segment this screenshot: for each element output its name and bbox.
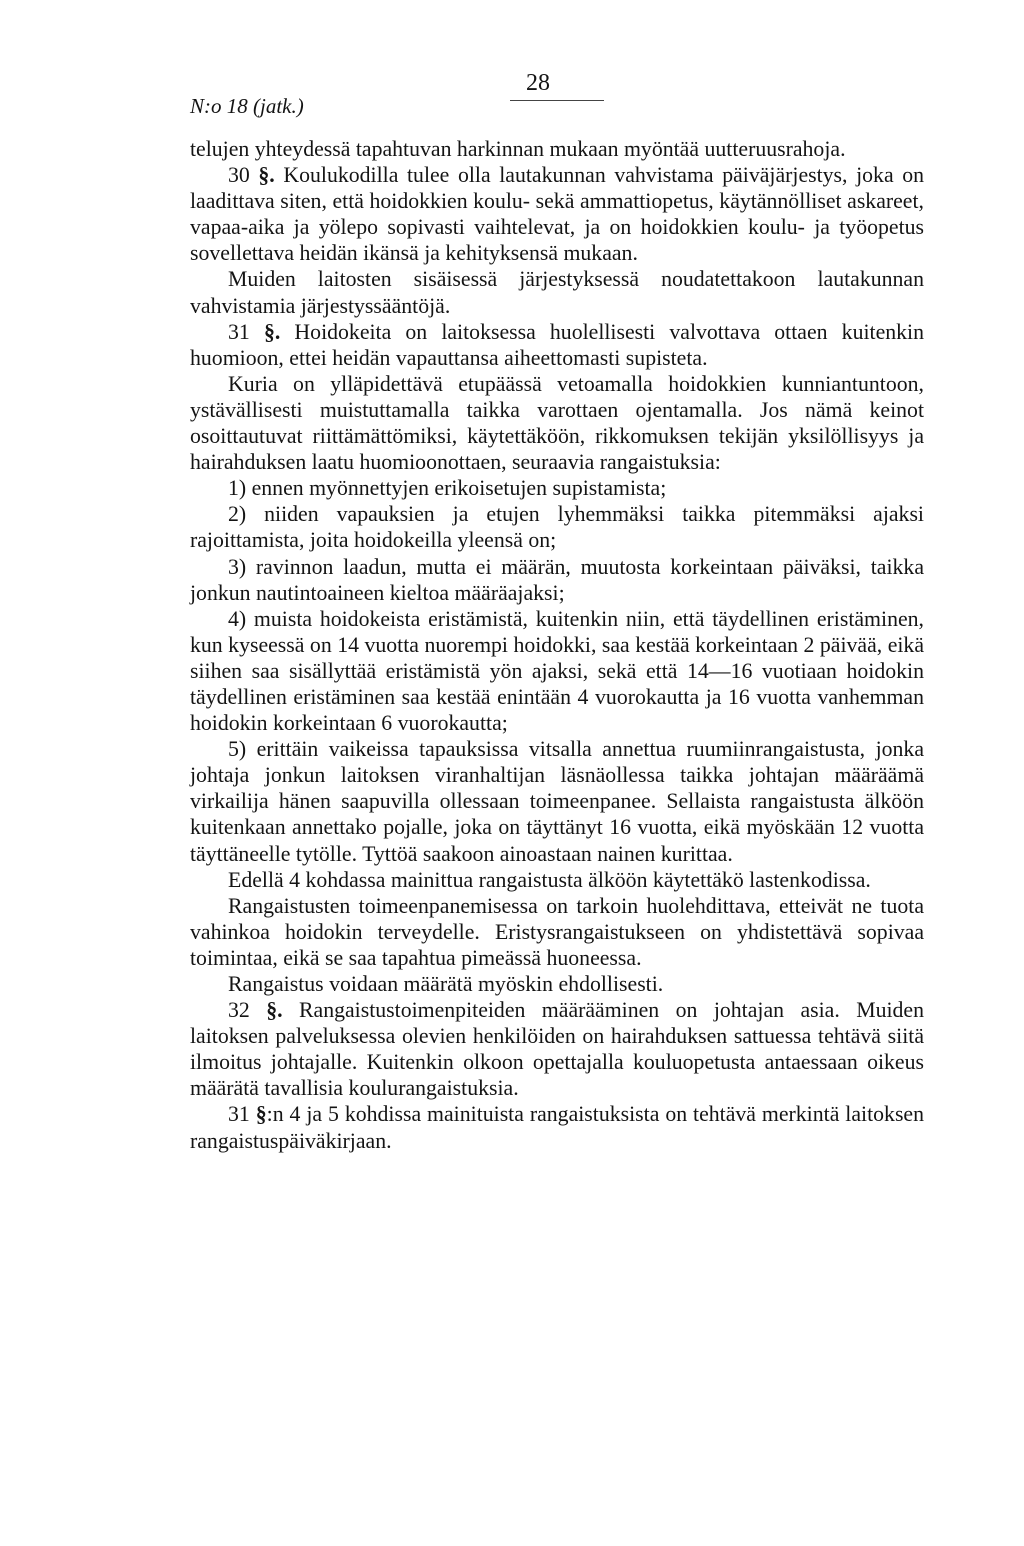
paragraph-text: Rangaistusten toimeenpanemisessa on tarkoin huolehdittava, etteivät ne tuota vahinkoa hoidokin terveydelle. Eristysrangaistukseen on yhdistettävä sopivaa toimintaa, eikä se saa tapahtua pimeässä huoneessa. bbox=[190, 893, 924, 970]
paragraph bbox=[190, 893, 924, 971]
list-item-5 bbox=[190, 736, 924, 866]
section-number: 32 bbox=[228, 998, 250, 1023]
list-item-text: 3) ravinnon laadun, mutta ei määrän, muutosta korkeintaan päiväksi, taikka jonkun nautintoaineen kieltoa määräajaksi; bbox=[190, 554, 924, 605]
section-mark: §. bbox=[263, 319, 281, 344]
paragraph-text: Koulukodilla tulee olla lautakunnan vahvistama päiväjärjestys, joka on laadittava siten, että hoidokkien koulu- sekä ammattiopetus, käytännölliset askareet, vapaa-aika ja yölepo sopivasti vaihtelevat, ja on hoidokkien koulu- ja työopetus sovellettava heidän ikänsä ja kehityksensä mukaan. bbox=[190, 163, 925, 266]
section-mark: §. bbox=[258, 163, 275, 188]
paragraph-text: Rangaistus voidaan määrätä myöskin ehdollisesti. bbox=[228, 972, 664, 996]
section-number: 31 bbox=[228, 1102, 250, 1127]
paragraph bbox=[190, 371, 924, 475]
list-item-text: 5) erittäin vaikeissa tapauksissa vitsalla annettua ruumiinrangaistusta, jonka johtaja jonkun laitoksen viranhaltijan läsnäollessa taikka johtajan määräämä virkailija hänen saapuvilla ollessaan toimeenpanee. Sellaista rangaistusta älköön kuitenkaan annettako pojalle, joka on täyttänyt 16 vuotta, eikä myöskään 12 vuotta täyttäneelle tytölle. Tyttöä saakoon ainoastaan nainen kurittaa. bbox=[190, 737, 924, 866]
paragraph-section-reference bbox=[190, 1101, 924, 1153]
section-mark: §. bbox=[266, 998, 283, 1023]
section-31 bbox=[190, 319, 924, 371]
paragraph-text: Kuria on ylläpidettävä etupäässä vetoamalla hoidokkien kunniantuntoon, ystävällisesti muistuttamalla taikka varottaen ojentamalla. Jos nämä keinot osoittautuvat riittämättömiksi, käytettäköön, rikkomuksen tekijän yksilöllisyys ja hairahduksen laatu huomioonottaen, seuraavia rangaistuksia: bbox=[190, 371, 924, 475]
list-item-text: 4) muista hoidokeista eristämistä, kuitenkin niin, että täydellinen eristäminen, kun kyseessä on 14 vuotta nuorempi hoidokki, saa kestää korkeintaan 2 päivää, eikä siihen saa sisällyttää eristämistä yön ajaksi, sekä että 14—16 vuotiaan hoidokin täydellinen eristäminen saa kestää enintään 4 vuorokautta ja 16 vuotta vanhemman hoidokin korkeintaan 6 vuorokautta; bbox=[190, 606, 924, 736]
paragraph-text: Hoidokeita on laitoksessa huolellisesti valvottava ottaen kuitenkin huomioon, ettei heidän vapauttansa aiheettomasti supisteta. bbox=[190, 319, 925, 370]
body-text bbox=[190, 136, 924, 1154]
list-item-4 bbox=[190, 606, 924, 736]
list-item-text: 1) ennen myönnettyjen erikoisetujen supistamista; bbox=[228, 476, 667, 501]
page-number-rule bbox=[510, 100, 604, 101]
page-number: 28 bbox=[526, 70, 550, 96]
section-number: 30 bbox=[228, 163, 250, 188]
list-item-3 bbox=[190, 554, 924, 606]
paragraph-text: telujen yhteydessä tapahtuvan harkinnan mukaan myöntää uutteruusrahoja. bbox=[190, 137, 846, 161]
paragraph-text: Muiden laitosten sisäisessä järjestyksessä noudatettakoon lautakunnan vahvistamia järjestyssääntöjä. bbox=[190, 267, 924, 318]
paragraph-continuation bbox=[190, 136, 924, 162]
paragraph-text: Rangaistustoimenpiteiden määrääminen on johtajan asia. Muiden laitoksen palveluksessa olevien henkilöiden on hairahduksen sattuessa tehtävä siitä ilmoitus johtajalle. Kuitenkin olkoon opettajalla kouluopetusta antaessaan oikeus määrätä tavallisia koulurangaistuksia. bbox=[190, 998, 924, 1101]
page-header bbox=[190, 60, 924, 118]
paragraph-text: Edellä 4 kohdassa mainittua rangaistusta älköön käytettäkö lastenkodissa. bbox=[228, 867, 871, 892]
section-32 bbox=[190, 997, 924, 1101]
paragraph bbox=[190, 971, 924, 997]
running-head: N:o 18 (jatk.) bbox=[190, 94, 304, 118]
paragraph bbox=[190, 266, 924, 318]
list-item-2 bbox=[190, 501, 924, 553]
section-30 bbox=[190, 162, 924, 266]
paragraph bbox=[190, 867, 924, 893]
paragraph-text: :n 4 ja 5 kohdissa mainituista rangaistuksista on tehtävä merkintä laitoksen rangaistuspäiväkirjaan. bbox=[190, 1102, 924, 1153]
section-number: 31 bbox=[228, 319, 250, 344]
list-item-text: 2) niiden vapauksien ja etujen lyhemmäksi taikka pitemmäksi ajaksi rajoittamista, joita hoidokeilla yleensä on; bbox=[190, 502, 924, 553]
section-mark: § bbox=[255, 1102, 267, 1127]
list-item-1 bbox=[190, 475, 924, 501]
